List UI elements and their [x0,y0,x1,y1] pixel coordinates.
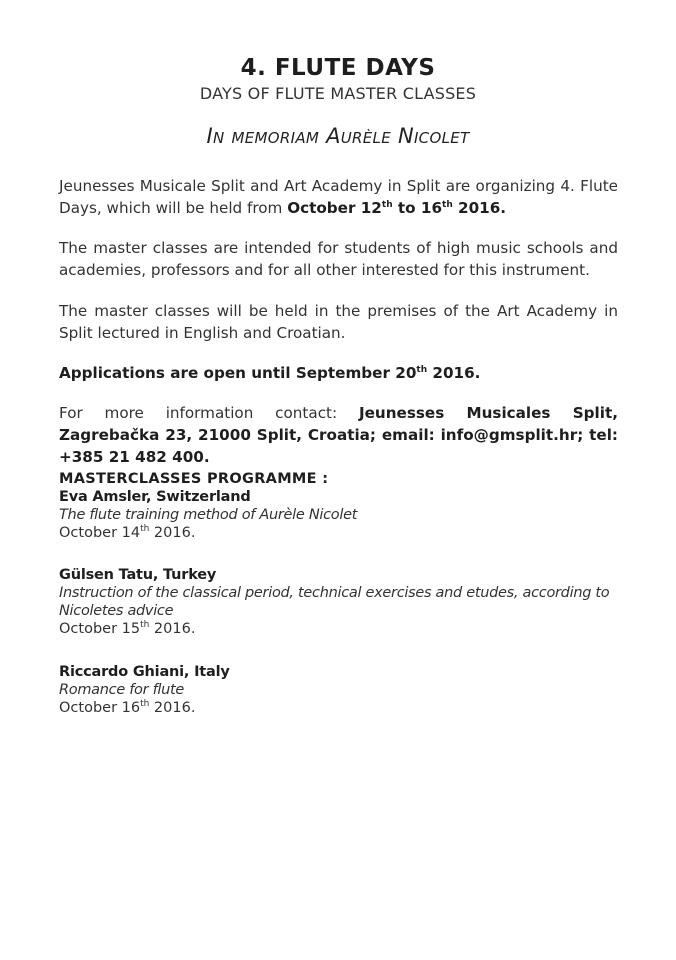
applications-deadline: Applications are open until September 20th 2016. [59,364,481,382]
masterclass-date: October 14th 2016. [59,524,196,541]
programme-entry [59,566,629,638]
programme-entry [59,488,629,542]
intro-paragraph-venue: The master classes will be held in the premises of the Art Academy in Split lectured in English and Croatian. [59,302,618,342]
programme-heading: MASTERCLASSES PROGRAMME : [59,471,329,487]
contact-paragraph [59,402,618,468]
masterclass-topic: Romance for flute [59,682,185,698]
teacher-name: Gülsen Tatu, Turkey [59,567,217,583]
masterclass-topic: The flute training method of Aurèle Nicolet [59,507,358,523]
masterclass-topic: Instruction of the classical period, technical exercises and etudes, according to Nicoletes advice [59,585,610,619]
masterclass-date: October 15th 2016. [59,620,196,637]
event-dates: October 12th to 16th 2016. [287,199,507,217]
document-subtitle: DAYS OF FLUTE MASTER CLASSES [199,84,477,103]
document-title: 4. FLUTE DAYS [240,55,436,81]
intro-paragraph-audience: The master classes are intended for students of high music schools and academies, professors and for all other interested for this instrument. [59,239,618,279]
teacher-name: Eva Amsler, Switzerland [59,489,251,505]
memoriam-heading: In memoriam Aurèle Nicolet [206,124,470,148]
contact-lead: For more information contact: [59,404,359,422]
contact-details: Jeunesses Musicales Split, Zagrebačka 23, 21000 Split, Croatia; email: info@gmsplit.hr; tel: +385 21 482 400. [59,404,618,466]
intro-text: Jeunesses Musicale Split and Art Academy in Split are organizing 4. Flute Days, which will be held from [59,177,618,217]
teacher-name: Riccardo Ghiani, Italy [59,664,230,680]
programme-entry [59,663,629,717]
intro-paragraph-organizers [59,175,618,219]
masterclass-date: October 16th 2016. [59,699,196,716]
